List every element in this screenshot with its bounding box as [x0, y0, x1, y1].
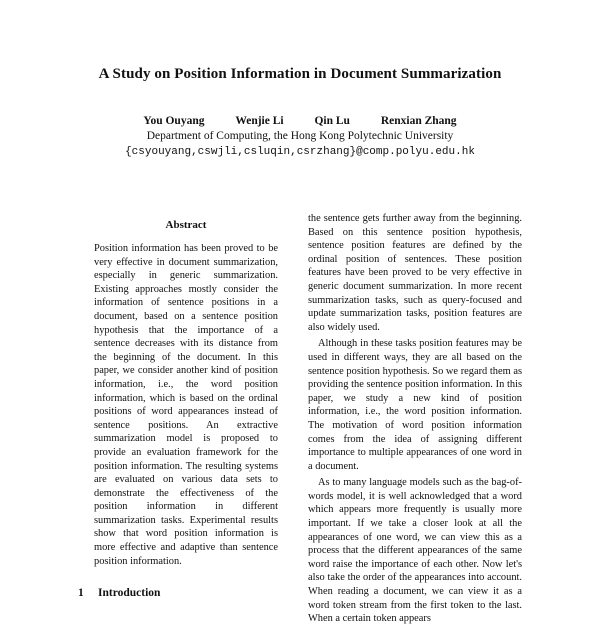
author-name: Renxian Zhang	[380, 115, 457, 127]
body-paragraph: As to many language models such as the bag-of-words model, it is well acknowledged that a word which appears more frequently is usually more important. If we take a closer look at all the appearances of one word, we can view this as a process that the different appearances of the same word raise the importance of each other. Now let's also take the order of the appearances into account. When reading a document, we can view it as a word token stream from the first token to the last. When a certain token appears	[308, 477, 522, 625]
body-paragraph: the sentence gets further away from the beginning. Based on this sentence position hypothesis, sentence position features are defined by the ordinal position of sentences. These position features have been proved to be very effective in generic document summarization. In more recent summarization tasks, such as query-focused and update summarization tasks, position features are also widely used.	[308, 213, 522, 333]
body-paragraph: Although in these tasks position features may be used in different ways, they are all based on the sentence position hypothesis. So we regard them as providing the sentence position information. In this paper, we study a new kind of position information, i.e., the word position information. The motivation of word position information comes from the idea of assigning different importance to multiple appearances of one word in a document.	[308, 338, 522, 472]
author-name: Wenjie Li	[235, 115, 284, 127]
affiliation: Department of Computing, the Hong Kong Polytechnic University	[146, 130, 454, 142]
right-column	[308, 212, 522, 626]
abstract-body: Position information has been proved to be very effective in document summarization, especially in generic summarization. Existing approaches mostly consider the information of sentence positions in a document, based on a sentence position hypothesis that the importance of a sentence decreases with its distance from the beginning of the document. In this paper, we consider another kind of position information, i.e., the word position information, which is based on the ordinal positions of word appearances instead of sentence positions. An extractive summarization model is proposed to provide an evaluation framework for the position information. The resulting systems are evaluated on various data sets to demonstrate the effectiveness of the position information in different summarization tasks. Experimental results show that word position information is more effective and adaptive than sentence position information.	[94, 243, 278, 567]
abstract-heading: Abstract	[165, 219, 207, 231]
section-title: Introduction	[98, 587, 161, 599]
section-number: 1	[78, 587, 84, 599]
author-name: Qin Lu	[314, 115, 350, 127]
section-heading	[78, 587, 160, 599]
paper-title: A Study on Position Information in Document Summarization	[98, 66, 502, 82]
author-emails: {csyouyang,cswjli,csluqin,csrzhang}@comp.polyu.edu.hk	[125, 146, 475, 158]
author-list	[0, 115, 600, 127]
author-name: You Ouyang	[143, 115, 205, 127]
